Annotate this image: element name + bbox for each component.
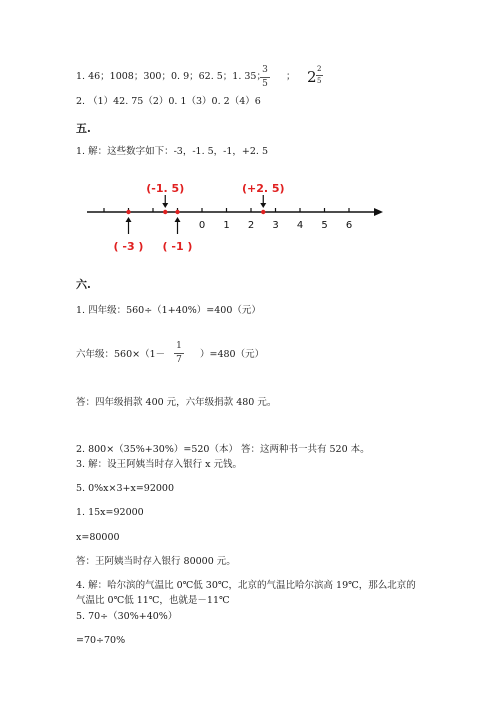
number-line-point <box>126 210 130 214</box>
question-5-line-2: =70÷70% <box>76 635 126 646</box>
question-4-line-2: 气温比 0℃低 11℃，也就是－11℃ <box>76 595 230 606</box>
q1-fraction-bar <box>174 353 184 354</box>
separator: ； <box>286 71 296 82</box>
section-heading-6: 六. <box>76 278 91 291</box>
question-1-answer: 答：四年级捐款 400 元，六年级捐款 480 元。 <box>76 397 277 408</box>
section-heading-5: 五. <box>76 122 91 135</box>
number-line-point <box>261 210 265 214</box>
question-4-line-1: 4. 解：哈尔滨的气温比 0℃低 30℃，北京的气温比哈尔滨高 19℃，那么北京的 <box>76 580 416 591</box>
question-1-line-2-suffix: ）=480（元） <box>200 349 265 360</box>
question-2-line: 2. 800×（35%+30%）=520（本） 答：这两种书一共有 520 本。 <box>76 444 370 455</box>
number-line-point <box>163 210 167 214</box>
tick-label: 4 <box>296 220 304 231</box>
question-3-line: 3. 解：设王阿姨当时存入银行 x 元钱。 <box>76 459 242 470</box>
tick-label: 0 <box>198 220 206 231</box>
up-arrow-head-icon <box>126 217 132 222</box>
arrow-head-icon <box>374 208 383 216</box>
point-label-above: (+2. 5) <box>241 182 285 195</box>
tick-label: 5 <box>321 220 328 231</box>
question-3-equation-1: 5. 0%x×3+x=92000 <box>76 483 175 494</box>
down-arrow-head-icon <box>260 203 266 208</box>
section-5-line-1: 1. 解：这些数字如下：-3，-1. 5，-1，+2. 5 <box>76 146 269 157</box>
tick-label: 2 <box>247 220 255 231</box>
fraction-numerator: 3 <box>262 65 268 75</box>
q1-fraction-denominator: 7 <box>176 355 182 365</box>
question-1-line-1: 1. 四年级：560÷（1+40%）=400（元） <box>76 305 261 316</box>
question-5-line-1: 5. 70÷（30%+40%） <box>76 611 178 622</box>
question-3-equation-2: 1. 15x=92000 <box>76 507 144 518</box>
tick-label: 1 <box>223 220 230 231</box>
point-label-below: ( -1 ) <box>162 240 193 253</box>
tick-label: 6 <box>345 220 353 231</box>
tick-label: 3 <box>272 220 279 231</box>
point-label-below: ( -3 ) <box>113 240 144 253</box>
question-3-equation-3: x=80000 <box>76 532 120 543</box>
fraction-denominator: 5 <box>262 79 268 89</box>
mixed-number-numerator: 2 <box>317 65 322 73</box>
up-arrow-head-icon <box>175 217 181 222</box>
point-label-above: (-1. 5) <box>146 182 185 195</box>
q1-fraction-numerator: 1 <box>176 341 182 351</box>
number-line-point <box>175 210 179 214</box>
answer-line-1: 1. 46；1008；300；0. 9；62. 5；1. 35； <box>76 71 266 82</box>
mixed-number-whole: 2 <box>307 68 317 86</box>
question-3-answer: 答：王阿姨当时存入银行 80000 元。 <box>76 556 236 567</box>
question-1-line-2-prefix: 六年级：560×（1－ <box>76 349 166 360</box>
mixed-number-denominator: 5 <box>317 77 322 85</box>
answer-line-2: 2. （1）42. 75（2）0. 1（3）0. 2（4）6 <box>76 96 261 107</box>
down-arrow-head-icon <box>162 203 168 208</box>
